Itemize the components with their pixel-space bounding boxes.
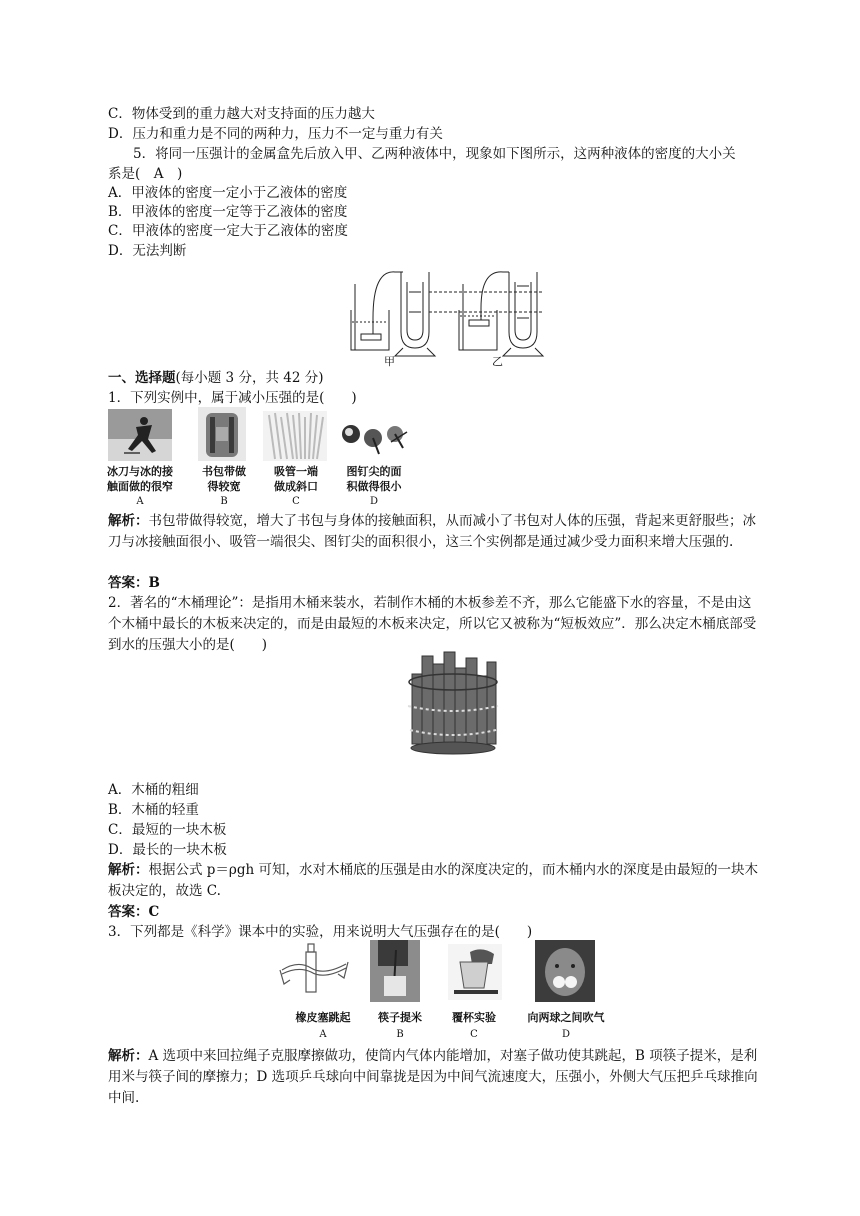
q3-analysis-label: 解析： (108, 1048, 149, 1064)
q1-caption-d-line2: 积做得很小 (346, 480, 402, 493)
q5-option-b: B．甲液体的密度一定等于乙液体的密度 (108, 204, 348, 220)
q1-caption-a-line1: 冰刀与冰的接 (107, 465, 173, 478)
thumbtacks-image (339, 418, 411, 460)
figure-label-yi: 乙 (492, 355, 503, 368)
q5-option-a: A．甲液体的密度一定小于乙液体的密度 (108, 185, 348, 201)
section-heading-bold: 一、选择题 (108, 370, 176, 386)
q3-caption-d: 向两球之间吹气 (527, 1011, 605, 1024)
q3-analysis (108, 1046, 758, 1109)
q2-option-a: A．木桶的粗细 (108, 782, 199, 798)
inverted-cup-image (448, 944, 502, 1000)
section-heading-rest: (每小题 3 分，共 42 分) (175, 370, 324, 386)
q2-analysis (108, 860, 758, 902)
q2-option-d: D．最长的一块木板 (108, 842, 227, 858)
q1-answer: 答案：B (108, 575, 160, 591)
q3-analysis-text: A 选项中来回拉绳子克服摩擦做功，使筒内气体内能增加，对塞子做功使其跳起，B 项筷子提米，是利用米与筷子间的摩擦力；D 选项乒乓球向中间靠拢是因为中间气流速度大，压强小，外侧大气压把乒乓球推向中间. (108, 1048, 758, 1106)
q3-caption-c: 覆杯实验 (452, 1011, 496, 1024)
backpack-image (198, 407, 246, 461)
q3-letter-a: A (319, 1029, 327, 1040)
q3-caption-b: 筷子提米 (378, 1011, 422, 1024)
q1-letter-c: C (292, 496, 300, 507)
q2-analysis-label: 解析： (108, 862, 149, 878)
figure-label-jia: 甲 (384, 355, 395, 368)
q1-caption-b (186, 464, 262, 494)
wooden-barrel-image (398, 650, 508, 758)
q2-stem: 2．著名的“木桶理论”：是指用木桶来装水，若制作木桶的木板参差不齐，那么它能盛下水的容量，不是由这个木桶中最长的木板来决定的，而是由最短的木板来决定，所以它又被称为“短板效应”．那么决定木桶底部受到水的压强大小的是( ) (108, 595, 757, 653)
q2-analysis-text: 根据公式 p＝ρgh 可知，水对木桶底的压强是由水的深度决定的，而木桶内水的深度是由最短的一块木板决定的，故选 C. (108, 862, 758, 899)
q3-letter-b: B (396, 1029, 404, 1040)
q5-option-d: D．无法判断 (108, 243, 187, 259)
q1-caption-c-line1: 吸管一端 (274, 465, 318, 478)
section-heading (108, 368, 323, 388)
q1-caption-a-line2: 触面做的很窄 (107, 480, 173, 493)
q1-caption-d-line1: 图钉尖的面 (346, 465, 402, 478)
q1-caption-c-line2: 做成斜口 (274, 480, 318, 493)
q1-letter-d: D (369, 496, 379, 507)
rubber-stopper-image (278, 940, 350, 1002)
q1-stem: 1．下列实例中，属于减小压强的是( ) (108, 390, 357, 406)
blowing-balls-image (535, 940, 595, 1002)
q5-stem-line2: 系是( A ) (108, 166, 183, 182)
pressure-gauge-figure (343, 262, 573, 358)
q1-caption-b-line1: 书包带做 (202, 465, 246, 478)
q1-caption-d (334, 464, 414, 494)
drinking-straws-image (263, 411, 327, 461)
q5-stem-line1: 5．将同一压强计的金属盒先后放入甲、乙两种液体中，现象如下图所示，这两种液体的密度的大小关 (133, 146, 736, 162)
q3-stem: 3．下列都是《科学》课本中的实验，用来说明大气压强存在的是( ) (108, 924, 533, 940)
q1-analysis-text: 书包带做得较宽，增大了书包与身体的接触面积，从而减小了书包对人体的压强，背起来更舒服些；冰刀与冰接触面很小、吸管一端很尖、图钉尖的面积很小，这三个实例都是通过减少受力面积来增大压强的. (108, 513, 756, 550)
speed-skater-image (108, 409, 172, 461)
q1-letter-b: B (220, 496, 228, 507)
q1-caption-c (258, 464, 334, 494)
q3-caption-a: 橡皮塞跳起 (295, 1011, 351, 1024)
option-c: C．物体受到的重力越大对支持面的压力越大 (108, 106, 375, 122)
q2-option-b: B．木桶的轻重 (108, 802, 199, 818)
q5-option-c: C．甲液体的密度一定大于乙液体的密度 (108, 223, 348, 239)
q3-letter-c: C (470, 1029, 478, 1040)
q1-analysis (108, 511, 758, 553)
q3-letter-d: D (561, 1029, 571, 1040)
option-d: D．压力和重力是不同的两种力，压力不一定与重力有关 (108, 126, 443, 142)
q1-analysis-label: 解析： (108, 513, 149, 529)
q1-caption-a (98, 464, 182, 494)
q2-option-c: C．最短的一块木板 (108, 822, 227, 838)
chopsticks-rice-image (370, 940, 420, 1002)
q1-caption-b-line2: 得较宽 (207, 480, 241, 493)
q2-answer: 答案：C (108, 904, 160, 920)
q1-letter-a: A (136, 496, 144, 507)
